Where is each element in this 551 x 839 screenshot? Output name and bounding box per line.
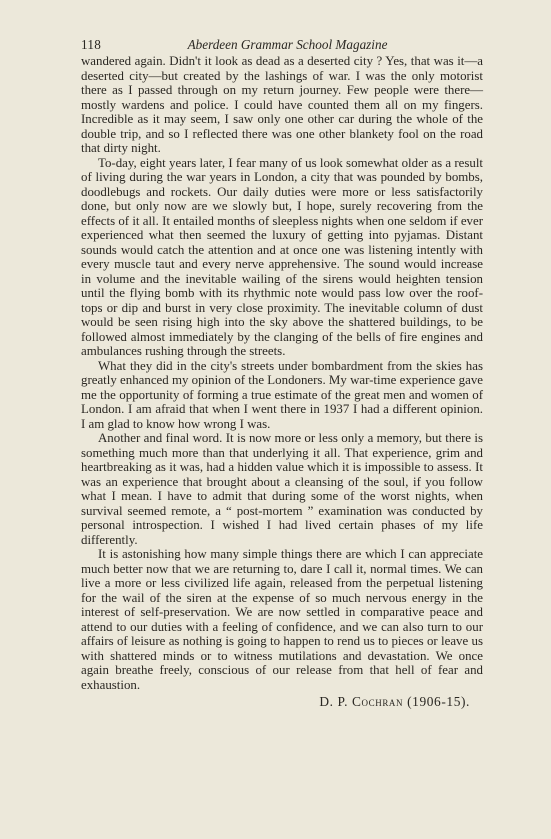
running-header <box>81 37 470 53</box>
paragraph-2: To-day, eight years later, I fear many of us look somewhat older as a result of living during the war years in London, a city that was pounded by bombs, doodlebugs and rockets. Our daily duties were more or less satisfactorily done, but only now are we slowly but, I hope, surely recovering from the effects of it all. It entailed months of sleepless nights when one seldom if ever experienced what then seemed the luxury of getting into pyjamas. Distant sounds would catch the attention and at once one was listening intently with every muscle taut and every nerve apprehensive. The sound would increase in volume and the inevitable wailing of the sirens would heighten tension until the flying bomb with its rhythmic note would pass low over the roof-tops or dip and burst in very close proximity. The inevitable column of dust would be seen rising high into the sky above the shattered buildings, to be followed almost immediately by the clanging of the bells of fire engines and ambulances rushing through the streets. <box>81 155 483 358</box>
page-number: 118 <box>81 37 102 52</box>
paragraph-1: wandered again. Didn't it look as dead as a deserted city ? Yes, that was it—a deserted city—but created by the lashings of war. I was the only motorist there as I passed through on my return journey. Few people were there—mostly wardens and police. I could have counted them all on my fingers. Incredible as it may seem, I saw only one other car during the whole of the double trip, and so I reflected there was one other blankety fool on the road that dirty night. <box>81 54 483 155</box>
paragraph-5: It is astonishing how many simple things there are which I can appreciate much better now that we are returning to, dare I call it, normal times. We can live a more or less civilized life again, released from the perpetual listening for the wail of the siren at the expense of so much nervous energy in the interest of self-preservation. We are now settled in comparative peace and attend to our duties with a feeling of confidence, and we can also turn to our affairs of leisure as nothing is going to happen to rend us to pieces or leave us with shattered minds or to witness mutilations and devastation. We once again breathe freely, conscious of our release from that hell of fear and exhaustion. <box>81 547 483 692</box>
author-surname: Cochran <box>352 694 404 709</box>
author-signature <box>81 693 483 710</box>
article-body <box>81 54 483 710</box>
author-years: (1906-15). <box>407 694 470 709</box>
paragraph-4: Another and final word. It is now more or less only a memory, but there is something much more than that underlying it all. That experience, grim and heartbreaking as it was, had a hidden value which it is impossible to assess. It was an experience that brought about a cleansing of the soul, if you follow what I mean. I have to admit that during some of the worst nights, when survival seemed remote, a “ post-mortem ” examination was conducted by personal introspection. I wished I had lived certain phases of my life differently. <box>81 431 483 547</box>
paragraph-3: What they did in the city's streets under bombardment from the skies has greatly enhanced my opinion of the Londoners. My war-time experience gave me the opportunity of forming a true estimate of the great men and women of London. I am afraid that when I went there in 1937 I had a different opinion. I am glad to know how wrong I was. <box>81 358 483 431</box>
author-initials: D. P. <box>319 694 349 709</box>
journal-title: Aberdeen Grammar School Magazine <box>187 37 388 52</box>
